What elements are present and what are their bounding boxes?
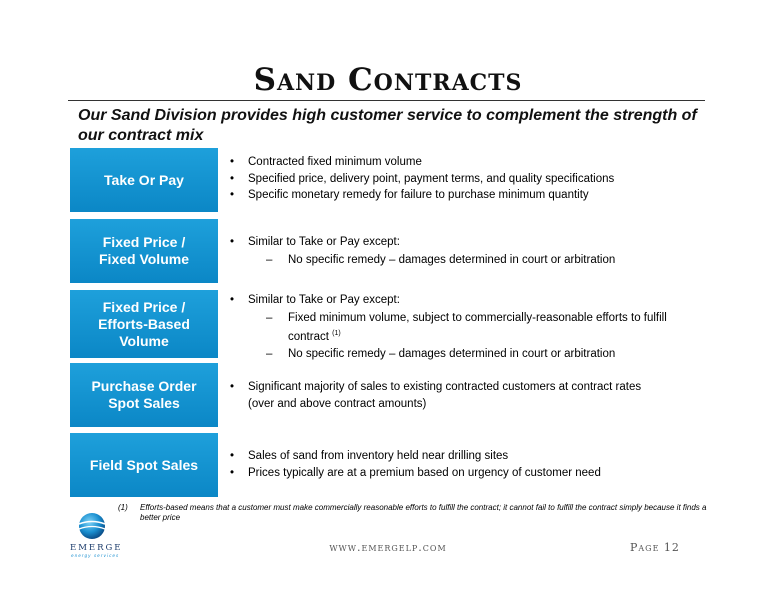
contract-bullets-efforts-based — [230, 292, 700, 363]
logo-name: EMERGE — [70, 543, 123, 553]
bullet-item: • Similar to Take or Pay except: — [230, 234, 700, 251]
bullet-line: (over and above contract amounts) — [248, 397, 427, 410]
sub-bullet-item — [230, 310, 668, 346]
contract-label-text: Field Spot Sales — [89, 456, 199, 473]
footnote-number: (1) — [118, 503, 128, 512]
bullet-item: • Sales of sand from inventory held near drilling sites — [230, 448, 700, 465]
bullet-item: • Contracted fixed minimum volume — [230, 154, 700, 171]
label-line: Purchase Order — [91, 378, 197, 394]
label-line: Fixed Volume — [99, 251, 189, 267]
footnote — [118, 503, 708, 523]
bullet-item: • Similar to Take or Pay except: — [230, 292, 700, 309]
page-title: Sand Contracts — [253, 62, 523, 98]
bullet-item: • Specific monetary remedy for failure to purchase minimum quantity — [230, 187, 700, 204]
title-divider — [68, 100, 705, 101]
contract-bullets-take-or-pay — [230, 154, 700, 204]
label-line: Fixed Price / — [102, 234, 186, 250]
label-line: Spot Sales — [108, 395, 180, 411]
bullet-item — [230, 379, 700, 412]
contract-label-take-or-pay — [70, 148, 218, 212]
label-line: Volume — [119, 332, 169, 349]
contract-bullets-fixed-volume — [230, 234, 700, 268]
contract-label-field-spot — [70, 433, 218, 497]
footnote-text: Efforts-based means that a customer must make commercially reasonable efforts to fulfill the contract; it cannot fail to fulfill the contract simply because it finds a better price — [140, 503, 707, 522]
label-line: Fixed Price / — [102, 298, 186, 315]
contract-label-fixed-volume — [70, 219, 218, 283]
sub-bullet-item: – No specific remedy – damages determined in court or arbitration — [230, 346, 700, 363]
bullet-line: Significant majority of sales to existing contracted customers at contract rates — [248, 381, 642, 393]
bullet-item: • Specified price, delivery point, payment terms, and quality specifications — [230, 171, 700, 188]
footer-url[interactable]: www.emergelp.com — [329, 541, 447, 554]
contract-bullets-field-spot — [230, 448, 700, 481]
emerge-logo — [70, 510, 130, 562]
contract-label-efforts-based — [70, 290, 218, 358]
contract-label-purchase-order — [70, 363, 218, 427]
globe-icon — [70, 510, 130, 562]
logo-tagline: energy services — [71, 553, 120, 558]
page-number: Page 12 — [630, 541, 680, 554]
footnote-ref: (1) — [332, 330, 341, 337]
bullet-item: • Prices typically are at a premium based on urgency of customer need — [230, 465, 700, 482]
contract-label-text: Take Or Pay — [104, 171, 184, 188]
label-line: Efforts-Based — [98, 315, 190, 332]
contract-bullets-purchase-order — [230, 379, 700, 412]
sub-bullet-text: Fixed minimum volume, subject to commercially-reasonable efforts to fulfill contract — [288, 311, 667, 343]
sub-bullet-item: – No specific remedy – damages determined in court or arbitration — [230, 252, 700, 269]
page-subtitle: Our Sand Division provides high customer service to complement the strength of our contract mix — [78, 107, 697, 144]
